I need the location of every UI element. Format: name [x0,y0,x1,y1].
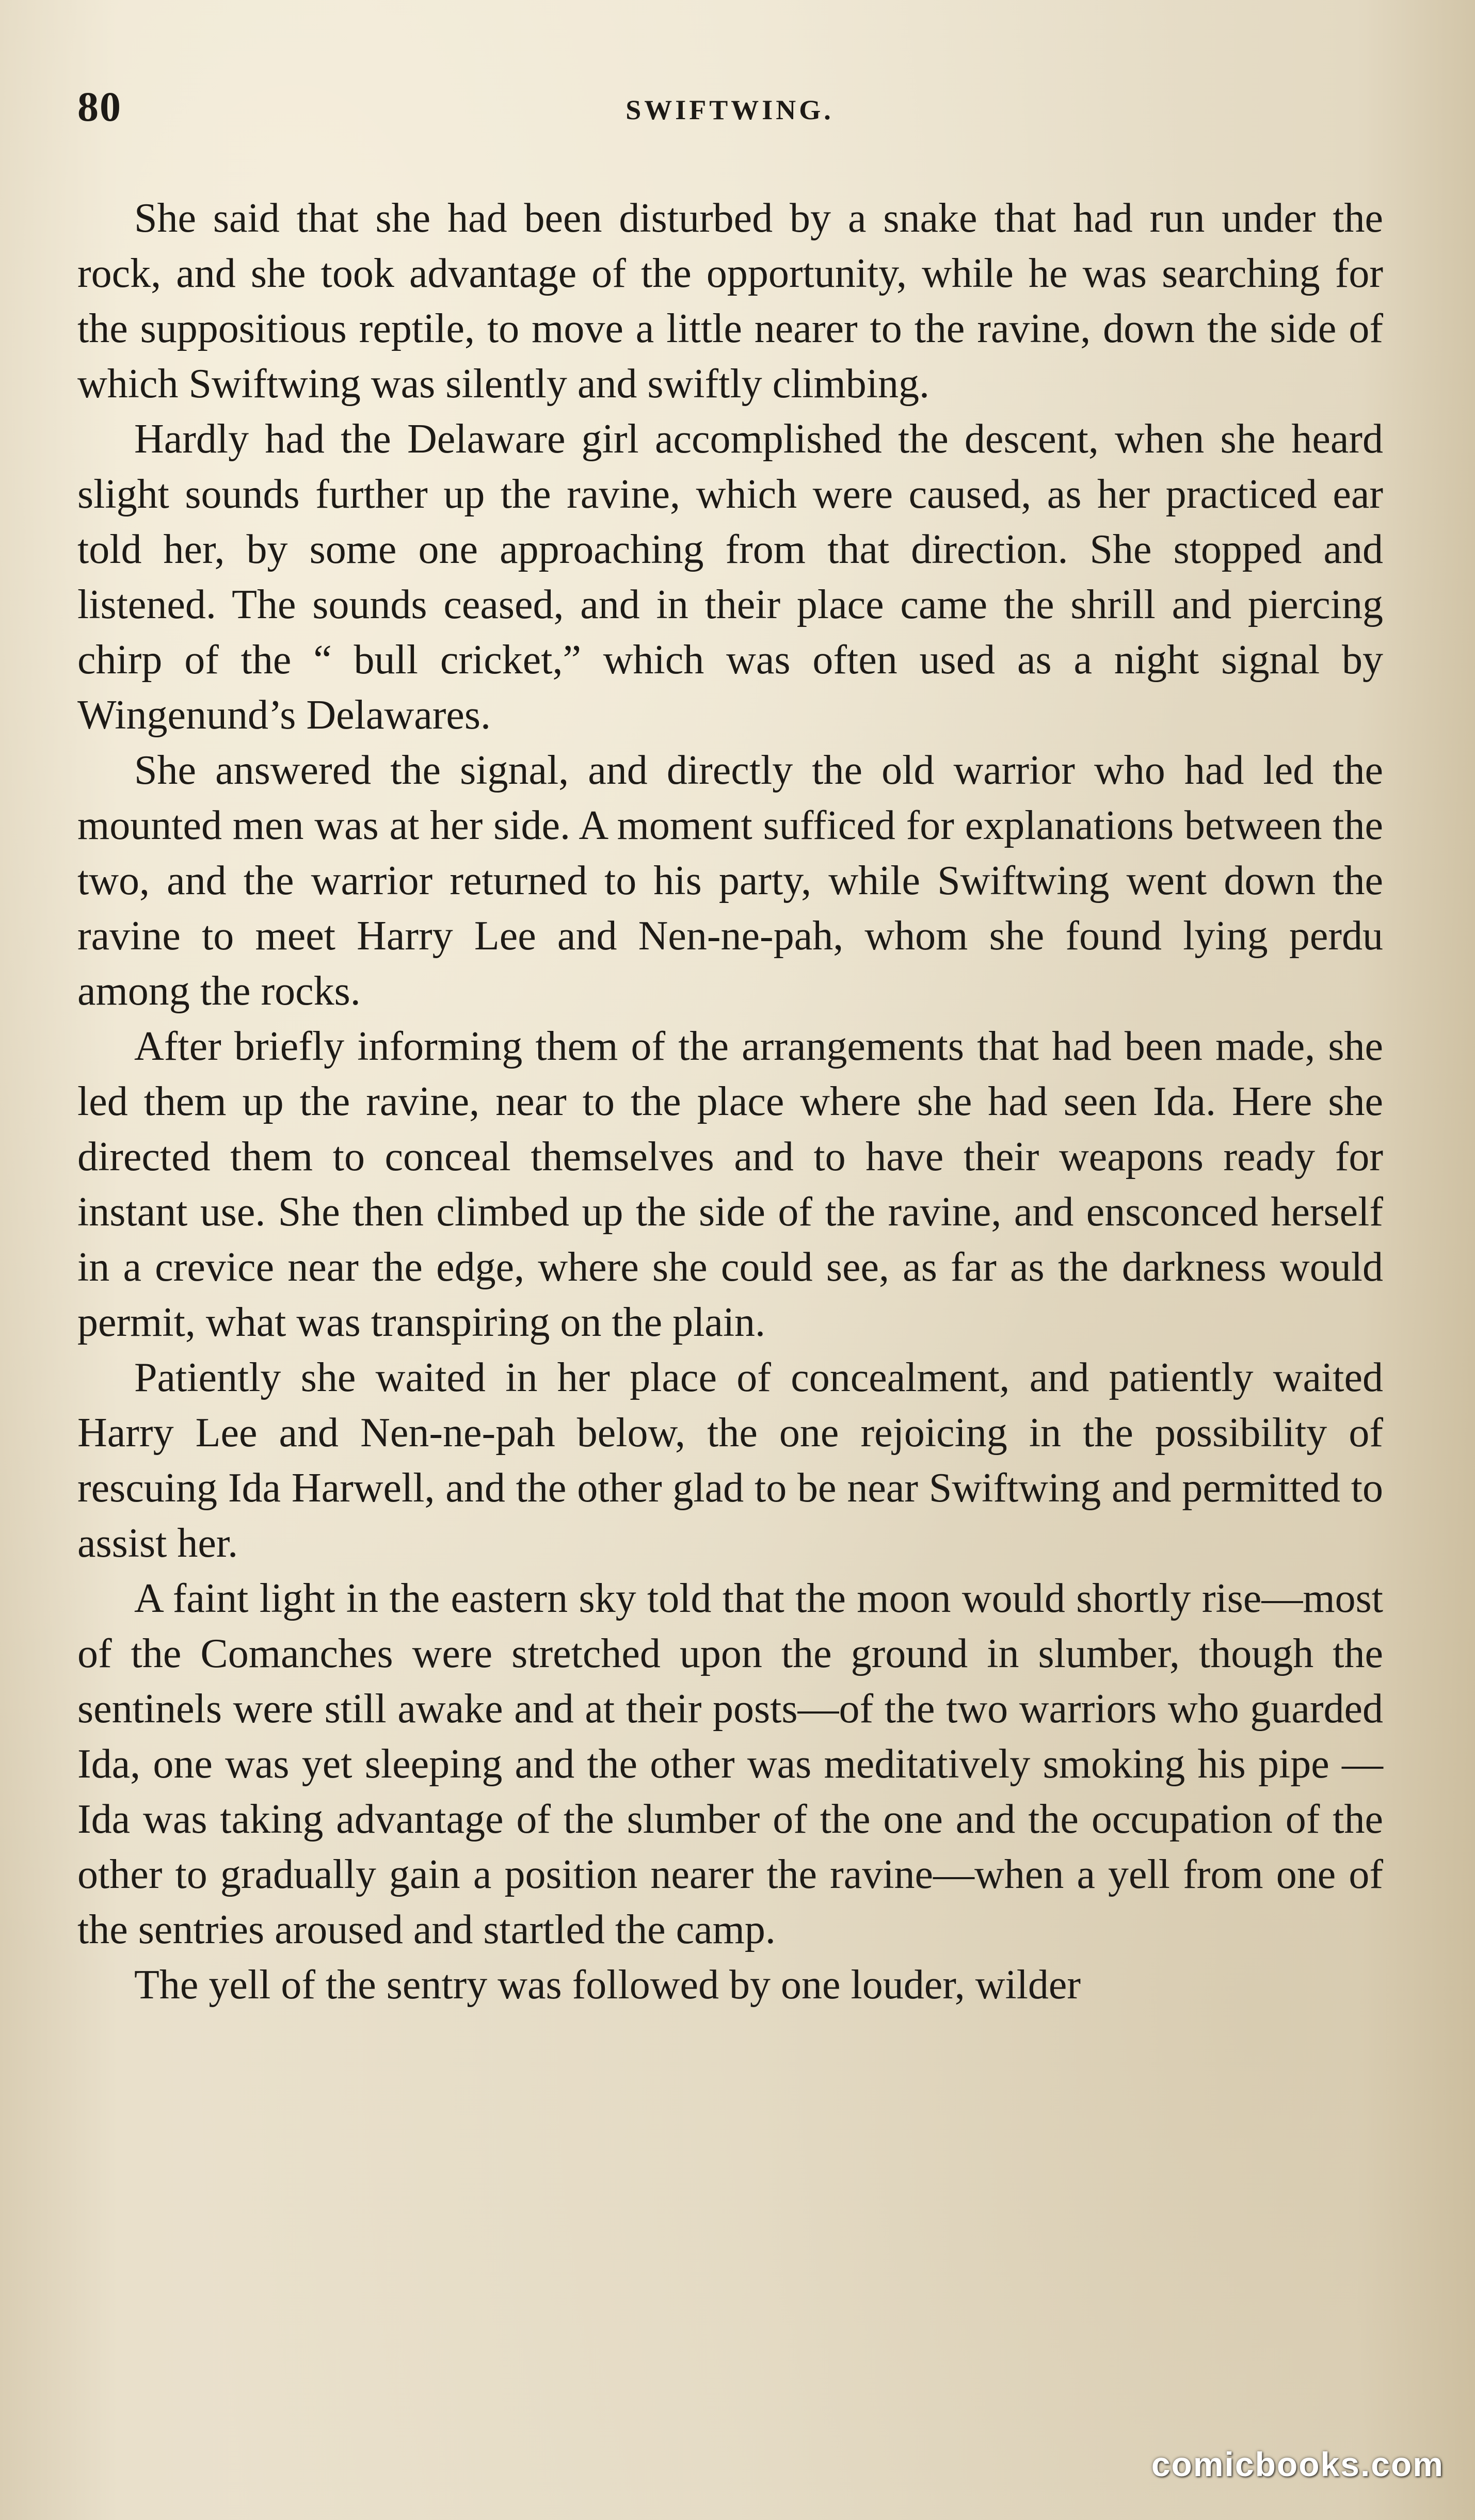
paragraph: After briefly informing them of the arrangements that had been made, she led them up the ravine, near to the place where she had seen Ida. Here she directed them to conceal themselves and to have their weapons ready for instant use. She then climbed up the side of the ravine, and ensconced herself in a crevice near the edge, where she could see, as far as the darkness would permit, what was transpiring on the plain. [77,1024,1383,1345]
paragraph: She said that she had been disturbed by a snake that had run under the rock, and she took advantage of the opportunity, while he was searching for the suppositious reptile, to move a little nearer to the ravine, down the side of which Swiftwing was silently and swiftly climbing. [77,196,1383,407]
page-number: 80 [77,83,122,130]
body-text [77,191,1383,2013]
paragraph: Hardly had the Delaware girl accomplished the descent, when she heard slight sounds further up the ravine, which were caused, as her practiced ear told her, by some one approaching from that direction. She stopped and listened. The sounds ceased, and in their place came the shrill and piercing chirp of the “ bull cricket,” which was often used as a night signal by Wingenund’s Delawares. [77,416,1383,738]
paragraph: Patiently she waited in her place of concealment, and patiently waited Harry Lee and Nen-ne-pah below, the one rejoicing in the possibility of rescuing Ida Harwell, and the other glad to be near Swiftwing and permitted to assist her. [77,1355,1383,1566]
page-header [77,83,1382,139]
site-watermark: comicbooks.com [1151,2445,1444,2483]
running-title: SWIFTWING. [626,94,834,125]
paragraph: A faint light in the eastern sky told that the moon would shortly rise—most of the Comanches were stretched upon the ground in slumber, though the sentinels were still awake and at their posts—of the two warriors who guarded Ida, one was yet sleeping and the other was meditatively smoking his pipe —Ida was taking advantage of the slumber of the one and the occupation of the other to gradually gain a position nearer the ravine—when a yell from one of the sentries aroused and startled the camp. [77,1576,1383,1952]
paragraph: She answered the signal, and directly the old warrior who had led the mounted men was at her side. A moment sufficed for explanations between the two, and the warrior returned to his party, while Swiftwing went down the ravine to meet Harry Lee and Nen-ne-pah, whom she found lying perdu among the rocks. [77,748,1383,1014]
paragraph: The yell of the sentry was followed by one louder, wilder [134,1962,1081,2008]
